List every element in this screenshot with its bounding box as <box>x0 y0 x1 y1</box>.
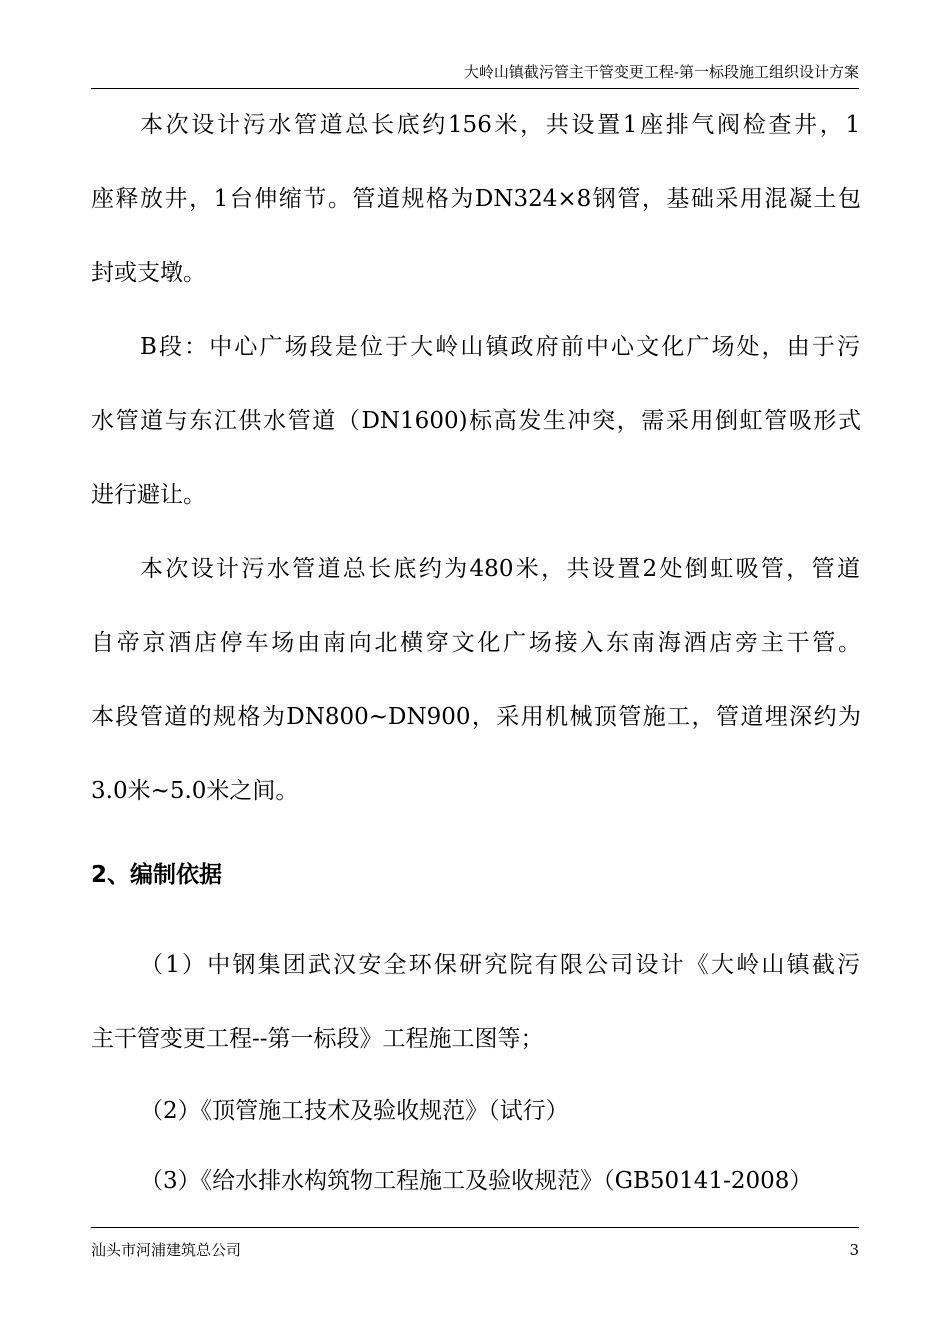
paragraph-line: 3.0米~5.0米之间。 <box>91 778 299 804</box>
page-header-title: 大岭山镇截污管主干管变更工程-第一标段施工组织设计方案 <box>463 63 859 81</box>
paragraph-line: 本次设计污水管道总长底约为480米，共设置2处倒虹吸管，管道 <box>140 556 860 582</box>
basis-line: （2）《顶管施工技术及验收规范》（试行） <box>140 1098 569 1124</box>
footer-divider <box>91 1227 859 1228</box>
basis-line: （1）中钢集团武汉安全环保研究院有限公司设计《大岭山镇截污 <box>140 952 860 978</box>
basis-line: 主干管变更工程--第一标段》工程施工图等； <box>91 1026 544 1052</box>
paragraph-line: 封或支墩。 <box>91 260 206 286</box>
paragraph-line: 水管道与东江供水管道（DN1600)标高发生冲突，需采用倒虹管吸形式 <box>91 408 861 434</box>
header-divider <box>91 88 859 89</box>
section-heading: 2、编制依据 <box>91 862 223 888</box>
paragraph-line: 本段管道的规格为DN800~DN900，采用机械顶管施工，管道埋深约为 <box>91 704 861 730</box>
paragraph-line: B段：中心广场段是位于大岭山镇政府前中心文化广场处，由于污 <box>140 334 860 360</box>
paragraph-line: 进行避让。 <box>91 482 206 508</box>
paragraph-line: 本次设计污水管道总长底约156米，共设置1座排气阀检查井，1 <box>140 112 860 138</box>
paragraph-line: 自帝京酒店停车场由南向北横穿文化广场接入东南海酒店旁主干管。 <box>91 630 861 656</box>
footer-company-name: 汕头市河浦建筑总公司 <box>91 1241 242 1259</box>
paragraph-line: 座释放井，1台伸缩节。管道规格为DN324×8钢管，基础采用混凝土包 <box>91 186 861 212</box>
basis-line: （3）《给水排水构筑物工程施工及验收规范》（GB50141-2008） <box>140 1168 813 1194</box>
page-number: 3 <box>849 1241 859 1259</box>
